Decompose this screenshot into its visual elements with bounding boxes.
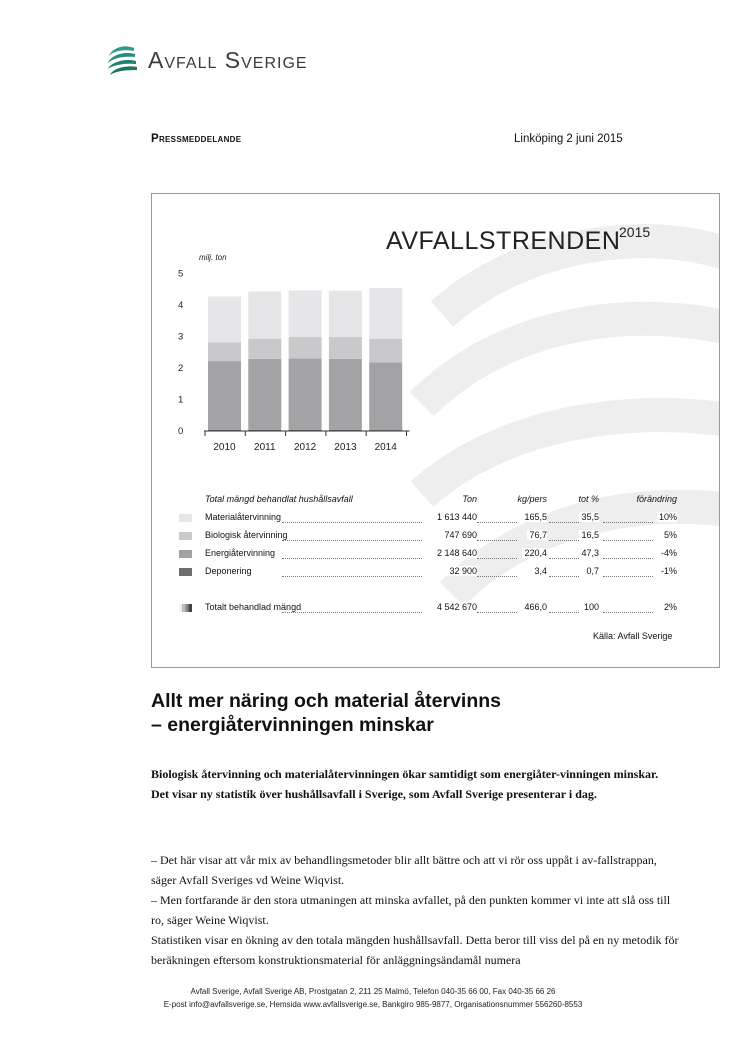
row-kg: 3,4 — [534, 566, 547, 576]
y-axis-label: milj. ton — [199, 253, 227, 262]
bar-segment — [208, 296, 241, 342]
row-ton: 4 542 670 — [436, 602, 477, 612]
table-header — [177, 494, 697, 508]
row-tot: 100 — [583, 602, 599, 612]
footer-address: Avfall Sverige, Avfall Sverige AB, Prostgatan 2, 211 25 Malmö, Telefon 040-35 66 00, Fax 040-35 66 26 — [190, 987, 556, 996]
bar-segment — [248, 291, 281, 338]
footer-contact: E-post info@avfallsverige.se, Hemsida www.avfallsverige.se, Bankgiro 985-9877, Organisationsnummer 556260-8553 — [163, 1000, 583, 1009]
row-ton: 32 900 — [449, 566, 477, 576]
row-ton: 1 613 440 — [436, 512, 477, 522]
header-change: förändring — [636, 494, 677, 504]
paragraph: Statistiken visar en ökning av den totala mängden hushållsavfall. Detta beror till viss del på en ny metodik för beräkningen eftersom konstruktionsmaterial för anläggningsändamål numera — [151, 933, 679, 967]
row-kg: 165,5 — [524, 512, 547, 522]
bar-segment — [329, 359, 362, 430]
legend-swatch — [179, 568, 192, 576]
legend-swatch — [179, 514, 192, 522]
y-tick-label: 5 — [178, 268, 184, 280]
x-tick-label: 2012 — [293, 442, 317, 453]
lead-paragraph: Biologisk återvinning och materialåtervinningen ökar samtidigt som energiåter-vinningen minskar. Det visar ny statistik över hushållsavfall i Sverige, som Avfall Sverige presenterar i dag. — [151, 767, 659, 801]
header-tot: tot % — [578, 494, 599, 504]
bar-segment — [248, 339, 281, 359]
press-release-label: Pressmeddelande — [151, 133, 242, 145]
row-name: Energiåtervinning — [205, 548, 276, 558]
logo-icon — [104, 42, 140, 78]
bar-segment — [329, 337, 362, 359]
bar-segment — [289, 291, 322, 337]
paragraph: – Men fortfarande är den stora utmaningen att minska avfallet, på den punkten kommer vi inte att slå oss till ro, säger Weine Wiqvist. — [151, 893, 671, 927]
bar-segment — [329, 291, 362, 337]
headline-line-1: Allt mer näring och material återvinns — [151, 690, 502, 712]
paragraph: – Det här visar att vår mix av behandlingsmetoder blir allt bättre och att vi rör oss uppåt i av-fallstrappan, säger Avfall Sveriges vd Weine Wiqvist. — [151, 853, 657, 887]
total-swatch — [179, 604, 192, 612]
row-change: -4% — [660, 548, 677, 558]
x-tick-label: 2013 — [334, 442, 357, 453]
row-ton: 747 690 — [444, 530, 477, 540]
logo-text: Avfall Sverige — [148, 46, 308, 73]
header-name: Total mängd behandlat hushållsavfall — [205, 494, 353, 504]
y-tick-label: 0 — [178, 426, 184, 437]
legend-swatch — [179, 550, 192, 558]
table-row — [177, 530, 697, 544]
bar-segment — [369, 362, 402, 430]
row-name: Biologisk återvinning — [205, 530, 288, 540]
y-tick-label: 1 — [178, 394, 184, 406]
figure-year: 2015 — [619, 224, 651, 240]
logo — [104, 40, 308, 80]
row-tot: 16,5 — [581, 530, 599, 540]
row-ton: 2 148 640 — [436, 548, 477, 558]
press-date: Linköping 2 juni 2015 — [514, 133, 623, 145]
table-row — [177, 602, 697, 616]
x-tick-label: 2014 — [374, 442, 397, 453]
row-kg: 466,0 — [524, 602, 547, 612]
header-kg: kg/pers — [517, 494, 547, 504]
headline — [151, 689, 501, 737]
y-tick-label: 3 — [178, 331, 184, 343]
x-tick-label: 2011 — [254, 442, 276, 453]
row-change: -1% — [660, 566, 677, 576]
source-note: Källa: Avfall Sverige — [593, 631, 673, 641]
row-kg: 76,7 — [529, 530, 547, 540]
footer — [0, 985, 746, 1011]
row-tot: 35,5 — [581, 512, 599, 522]
row-name: Deponering — [205, 566, 252, 576]
header-ton: Ton — [462, 494, 477, 504]
bar-segment — [289, 359, 322, 430]
row-name: Materialåtervinning — [205, 512, 282, 522]
statistics-figure — [151, 193, 720, 668]
headline-line-2: – energiåtervinningen minskar — [151, 714, 434, 736]
bar-segment — [369, 288, 402, 339]
bar-segment — [208, 361, 241, 430]
stacked-bar-chart — [152, 194, 720, 484]
row-change: 10% — [658, 512, 677, 522]
bar-segment — [208, 342, 241, 361]
table-row — [177, 548, 697, 562]
row-tot: 0,7 — [586, 566, 599, 576]
table-row — [177, 512, 697, 526]
table-row — [177, 566, 697, 580]
row-kg: 220,4 — [524, 548, 547, 558]
row-tot: 47,3 — [581, 548, 599, 558]
row-name: Totalt behandlad mängd — [205, 602, 302, 612]
y-tick-label: 4 — [178, 300, 184, 311]
x-tick-label: 2010 — [213, 442, 236, 453]
legend-swatch — [179, 532, 192, 540]
article-body — [151, 850, 681, 970]
figure-title: AVFALLSTRENDEN — [386, 227, 621, 255]
row-change: 5% — [663, 530, 677, 540]
y-tick-label: 2 — [178, 363, 184, 374]
bar-segment — [369, 339, 402, 363]
row-change: 2% — [663, 602, 677, 612]
bar-segment — [248, 359, 281, 430]
bar-segment — [289, 337, 322, 359]
